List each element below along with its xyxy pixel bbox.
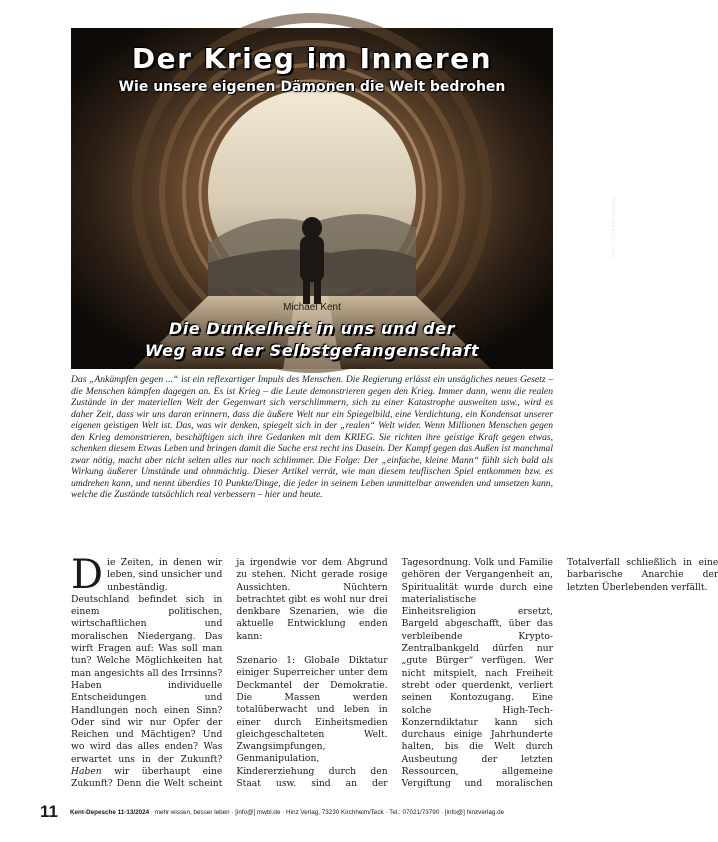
article-subtitle: Wie unsere eigenen Dämonen die Welt bedrohen [118, 79, 506, 95]
footer-contact: · mehr wissen, besser leben · [info@] mwbl.de · Hinz Verlag, 73230 Kirchheim/Teck · Tel.: 07021/73790 · [info@] hinzverlag.de [150, 809, 505, 816]
footer-text [70, 809, 504, 816]
publication-name: Kent-Depesche 11-13/2024 [70, 809, 150, 816]
hero-image [71, 28, 616, 369]
intro-paragraph: Das „Ankämpfen gegen ...“ ist ein reflexartiger Impuls des Menschen. Die Regierung erlässt ein unsägliches neues Gesetz – die Menschen kämpfen dagegen an. Es ist Krieg – die Leute demonstrieren gegen den Krieg. Immer dann, wenn die realen Zustände in der materiellen Welt der Gegenwart sich verschlimmern, sich zu einer Katastrophe ausweiten usw., wird es daher Zeit, dass wir uns daran erinnern, dass die äußere Welt nur ein Spiegelbild, eine Verdichtung, ein Kondensat unserer eigenen geistigen Welt ist. Das, was wir denken, spiegelt sich in der „realen“ Welt wider. Wenn Millionen Menschen gegen den Krieg demonstrieren, beschäftigen sich ihre Gedanken mit dem KRIEG. Sie richten ihre geistige Kraft gegen etwas, schenken diesem Etwas Leben und bringen damit die Sache erst recht ins Dasein. Der Kampf gegen das Außen ist manchmal zwar nötig, macht aber nicht selten alles nur noch schlimmer. Die Folge: Der „einfache, kleine Mann“ fühlt sich bald als Wirkung äußerer Umstände und ohnmächtig. Dieser Artikel verrät, wie man diesem teuflischen Spiel entkommen bzw. es umdrehen kann, und nennt überdies 10 Punkte/Dinge, die jeder in seinem Leben unmittelbar anwenden und umsetzen kann, welche die Zustände tatsächlich real verbessern – hier und heute. [71, 374, 553, 500]
article-title: Der Krieg im Inneren [131, 42, 493, 75]
article-tagline [71, 318, 553, 362]
page-footer [40, 802, 560, 822]
tagline-line-2: Weg aus der Selbstgefangenschaft [144, 341, 480, 360]
page-number: 11 [40, 802, 58, 821]
tagline-line-1: Die Dunkelheit in uns und der [168, 319, 456, 338]
body-text-1-end: wir überhaupt eine Zukunft? Denn die Welt scheint ja irgendwie vor dem Abgrund zu stehen. Nicht gerade rosige Aussichten. Nüchtern betrachtet gibt es wohl nur drei denkbare Szenarien, wie die aktuelle Entwicklung enden kann: [71, 557, 388, 790]
author-name: Michael Kent [283, 302, 341, 313]
body-text-1: ie Zeiten, in denen wir leben, sind unsicher und unbeständig. Deutschland befindet sich in einem politischen, wirtschaftlichen und moralischen Niedergang. Das wirft Fragen auf: Was soll man tun? Welche Möglichkeiten hat man angesichts all des Irrsinns? Haben individuelle Entscheidungen und Handlungen noch einen Sinn? Oder sind wir nur Opfer der Reichen und Mächtigen? Und wo wird das alles enden? Was erwartet uns in der Zukunft? [71, 557, 223, 765]
drop-cap: D [71, 552, 104, 598]
article-body [71, 552, 718, 797]
body-paragraph-2: Szenario 1: Globale Diktatur einiger Superreicher unter dem Deckmantel der Demokratie. Die Massen werden totalüberwacht und leben in einer durch Einheitsmedien gleichgeschalteten Welt. Zwangsimpfungen, Genmanipulation, Kindererziehung durch den Staat usw. sind an der Tagesordnung. Volk und Familie gehören der Vergangenheit an, Spiritualität wurde durch eine materialistische Einheitsreligion ersetzt, Bargeld abgeschafft, über das verbleibende Krypto-Zentralbankgeld dürfen nur „gute Bürger“ verfügen. Wer nicht mitspielt, nach Freiheit strebt oder querdenkt, verliert seinen Kontozugang. Eine solche High-Tech-Konzerndiktatur kann sich durchaus einige Jahrhunderte halten, bis die Welt durch Ausbeutung der letzten Ressourcen, allgemeine Vergiftung und moralischen Totalverfall schließlich in eine barbarische Anarchie der letzten Überlebenden verfällt. [236, 557, 718, 790]
body-emphasis: Haben [71, 766, 102, 778]
photo-credit: Foto: "CLEO" mittels pixabay.ai [611, 195, 616, 258]
